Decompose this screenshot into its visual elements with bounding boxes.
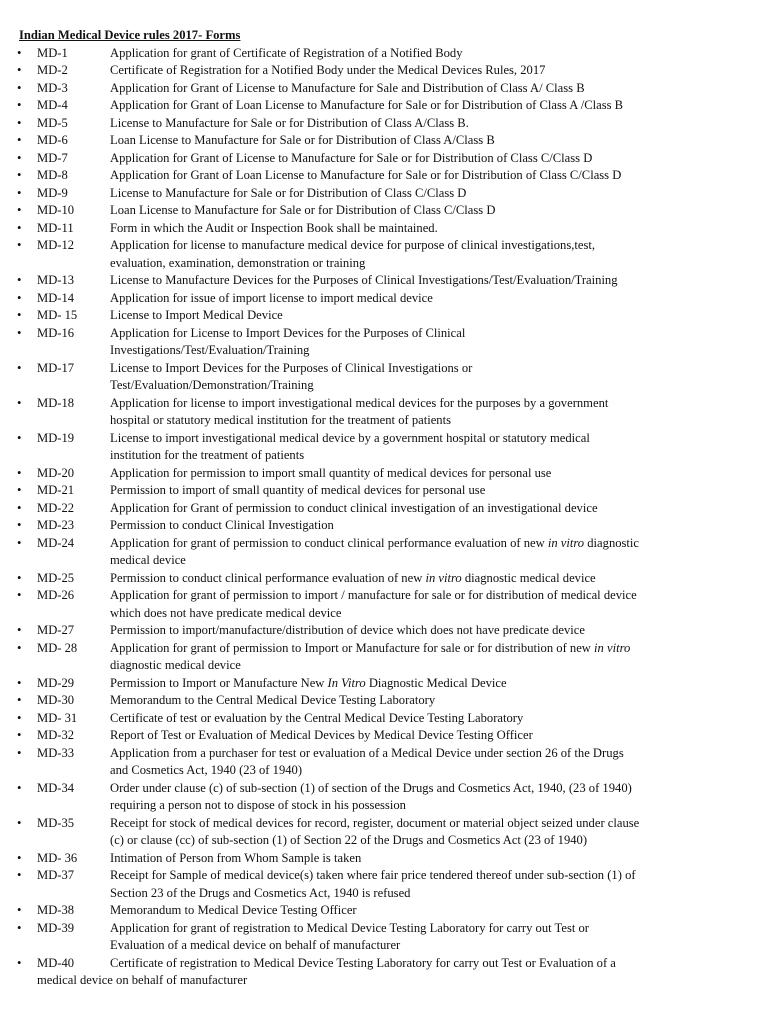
form-description: Order under clause (c) of sub-section (1) of section of the Drugs and Cosmetics Act, 1940, (23 of 1940) requiring a person not to dispose of stock in his possession [110, 780, 632, 812]
form-description: Application for Grant of Loan License to Manufacture for Sale or for Distribution of Class C/Class D [110, 168, 622, 182]
form-description: License to Manufacture for Sale or for Distribution of Class C/Class D [110, 185, 467, 200]
form-code: MD-6 [37, 133, 68, 147]
form-description: License to import investigational medical device by a government hospital or statutory medical institution for the treatment of patients [110, 430, 590, 462]
form-description: Permission to conduct Clinical Investigation [110, 518, 334, 532]
form-list-item [0, 920, 640, 955]
form-description: Permission to import/manufacture/distribution of device which does not have predicate device [110, 623, 585, 637]
form-list-item [0, 640, 640, 675]
form-code: MD- 15 [37, 308, 78, 322]
form-description: Application for license to manufacture medical device for purpose of clinical investigations,test, evaluation, examination, demonstration or training [110, 238, 596, 270]
form-description: Application from a purchaser for test or evaluation of a Medical Device under section 26 of the Drugs and Cosmetics Act, 1940 (23 of 1940) [110, 745, 624, 777]
form-description: Application for Grant of License to Manufacture for Sale and Distribution of Class A/ Class B [110, 80, 585, 95]
bullet-icon: • [17, 220, 22, 235]
form-list-item [0, 465, 640, 483]
form-description: Memorandum to the Central Medical Device Testing Laboratory [110, 693, 436, 707]
form-description: Application for License to Import Devices for the Purposes of Clinical Investigations/Test/Evaluation/Training [110, 325, 466, 357]
bullet-icon: • [17, 518, 22, 532]
form-list-item [0, 780, 640, 815]
bullet-icon: • [17, 430, 22, 445]
bullet-icon: • [17, 640, 22, 655]
bullet-icon: • [17, 710, 22, 725]
bullet-icon: • [17, 168, 22, 182]
form-description: Intimation of Person from Whom Sample is taken [110, 850, 362, 865]
form-code: MD-1 [37, 45, 68, 60]
form-list-item [0, 482, 640, 500]
form-list-item [0, 745, 640, 780]
form-list-item [0, 675, 640, 693]
bullet-icon: • [17, 273, 22, 287]
form-code: MD-8 [37, 168, 68, 182]
form-description: Application for license to import investigational medical devices for the purposes by a government hospital or statutory medical institution for the treatment of patients [110, 395, 609, 427]
form-code: MD-16 [37, 325, 75, 340]
bullet-icon: • [17, 325, 22, 340]
form-code: MD-17 [37, 360, 75, 375]
form-code: MD-14 [37, 290, 75, 305]
form-description: Certificate of test or evaluation by the Central Medical Device Testing Laboratory [110, 710, 524, 725]
form-code: MD-30 [37, 693, 75, 707]
form-list-item [0, 272, 640, 290]
bullet-icon: • [17, 238, 22, 252]
form-code: MD-11 [37, 220, 74, 235]
form-list-item [0, 867, 640, 902]
bullet-icon: • [17, 535, 22, 550]
bullet-icon: • [17, 150, 22, 165]
form-list-item [0, 815, 640, 850]
form-list-item [0, 220, 640, 238]
form-list-item [0, 290, 640, 308]
form-list-item [0, 167, 640, 185]
bullet-icon: • [17, 570, 22, 585]
form-description: Application for grant of permission to import / manufacture for sale or for distribution of medical device which does not have predicate medical device [110, 588, 637, 620]
form-code: MD-3 [37, 80, 68, 95]
form-list-item [0, 955, 640, 990]
form-code: MD-38 [37, 903, 75, 917]
form-code: MD-39 [37, 920, 75, 935]
form-code: MD-10 [37, 203, 75, 217]
form-description: License to Import Medical Device [110, 308, 283, 322]
form-code: MD-24 [37, 535, 75, 550]
form-code: MD-23 [37, 518, 75, 532]
bullet-icon: • [17, 675, 22, 690]
bullet-icon: • [17, 623, 22, 637]
bullet-icon: • [17, 80, 22, 95]
form-list-item [0, 360, 640, 395]
bullet-icon: • [17, 290, 22, 305]
bullet-icon: • [17, 850, 22, 865]
form-list-item [0, 850, 640, 868]
form-code: MD-33 [37, 745, 75, 760]
form-list-item [0, 395, 640, 430]
bullet-icon: • [17, 920, 22, 935]
form-description: Memorandum to Medical Device Testing Officer [110, 903, 357, 917]
form-description: Application for grant of permission to conduct clinical performance evaluation of new in vitro diagnostic medical device [110, 535, 640, 567]
form-list-item [0, 325, 640, 360]
form-description: Receipt for stock of medical devices for record, register, document or material object seized under clause (c) or clause (cc) of sub-section (1) of Section 22 of the Drugs and Cosmetics Act (23 of 1940) [110, 815, 640, 847]
form-code: MD-13 [37, 273, 75, 287]
form-list-item [0, 185, 640, 203]
form-code: MD- 31 [37, 710, 78, 725]
bullet-icon: • [17, 395, 22, 410]
bullet-icon: • [17, 133, 22, 147]
form-list-item [0, 202, 640, 220]
form-list-item [0, 517, 640, 535]
bullet-icon: • [17, 308, 22, 322]
form-code: MD-21 [37, 483, 75, 497]
form-list-item [0, 570, 640, 588]
form-list-item [0, 902, 640, 920]
form-description: Application for Grant of Loan License to Manufacture for Sale or for Distribution of Class A /Class B [110, 98, 624, 112]
form-description: License to Manufacture Devices for the Purposes of Clinical Investigations/Test/Evaluation/Training [110, 273, 618, 287]
form-description: Permission to conduct clinical performance evaluation of new in vitro diagnostic medical device [110, 570, 596, 585]
document-title: Indian Medical Device rules 2017- Forms [19, 28, 241, 42]
form-code: MD-19 [37, 430, 75, 445]
form-code: MD-18 [37, 395, 75, 410]
bullet-icon: • [17, 903, 22, 917]
form-code: MD- 36 [37, 850, 78, 865]
form-code: MD-29 [37, 675, 75, 690]
form-description: Application for Grant of License to Manufacture for Sale or for Distribution of Class C/Class D [110, 150, 593, 165]
form-description: Application for grant of permission to Import or Manufacture for sale or for distribution of new in vitro diagnostic medical device [110, 640, 631, 672]
form-list-item [0, 150, 640, 168]
form-list-item [0, 727, 640, 745]
bullet-icon: • [17, 745, 22, 760]
form-list-item [0, 500, 640, 518]
form-code: MD-5 [37, 115, 68, 130]
form-code: MD-4 [37, 98, 68, 112]
form-list-item [0, 115, 640, 133]
form-list-item [0, 587, 640, 622]
form-description: Application for grant of registration to Medical Device Testing Laboratory for carry out Test or Evaluation of a medical device on behalf of manufacturer [110, 920, 589, 952]
bullet-icon: • [17, 815, 22, 830]
bullet-icon: • [17, 98, 22, 112]
form-list-item [0, 692, 640, 710]
form-code: MD-40 [37, 955, 75, 970]
form-code: MD-12 [37, 238, 75, 252]
document-page [0, 27, 768, 990]
bullet-icon: • [17, 955, 22, 970]
form-code: MD- 28 [37, 640, 78, 655]
form-description: Receipt for Sample of medical device(s) taken where fair price tendered thereof under sub-section (1) of Section 23 of the Drugs and Cosmetics Act, 1940 is refused [110, 868, 636, 900]
bullet-icon: • [17, 115, 22, 130]
bullet-icon: • [17, 588, 22, 602]
form-code: MD-2 [37, 63, 68, 77]
bullet-icon: • [17, 728, 22, 742]
form-list-item [0, 622, 640, 640]
form-list-item [0, 45, 640, 63]
form-list-item [0, 430, 640, 465]
bullet-icon: • [17, 465, 22, 480]
form-list-item [0, 237, 640, 272]
form-description: Application for grant of Certificate of Registration of a Notified Body [110, 45, 463, 60]
form-description: Certificate of registration to Medical Device Testing Laboratory for carry out Test or Evaluation of a medical device on behalf of manufacturer [37, 955, 616, 987]
form-list-item [0, 535, 640, 570]
form-description: License to Import Devices for the Purposes of Clinical Investigations or Test/Evaluation/Demonstration/Training [110, 360, 473, 392]
bullet-icon: • [17, 360, 22, 375]
form-code: MD-20 [37, 465, 75, 480]
form-code: MD-34 [37, 780, 75, 795]
form-description: License to Manufacture for Sale or for Distribution of Class A/Class B. [110, 115, 469, 130]
bullet-icon: • [17, 185, 22, 200]
form-description: Application for permission to import small quantity of medical devices for personal use [110, 465, 552, 480]
bullet-icon: • [17, 780, 22, 795]
form-code: MD-27 [37, 623, 75, 637]
forms-list [0, 45, 768, 990]
form-description: Loan License to Manufacture for Sale or for Distribution of Class C/Class D [110, 203, 496, 217]
form-list-item [0, 132, 640, 150]
bullet-icon: • [17, 45, 22, 60]
form-code: MD-9 [37, 185, 68, 200]
form-description: Application for issue of import license to import medical device [110, 290, 433, 305]
form-list-item [0, 80, 640, 98]
form-description: Certificate of Registration for a Notified Body under the Medical Devices Rules, 2017 [110, 63, 546, 77]
form-description: Report of Test or Evaluation of Medical Devices by Medical Device Testing Officer [110, 728, 533, 742]
form-code: MD-37 [37, 868, 75, 882]
bullet-icon: • [17, 693, 22, 707]
form-description: Form in which the Audit or Inspection Book shall be maintained. [110, 220, 438, 235]
form-description: Application for Grant of permission to conduct clinical investigation of an investigational device [110, 500, 598, 515]
form-code: MD-26 [37, 588, 75, 602]
bullet-icon: • [17, 868, 22, 882]
form-code: MD-7 [37, 150, 68, 165]
bullet-icon: • [17, 483, 22, 497]
form-code: MD-22 [37, 500, 75, 515]
form-list-item [0, 97, 640, 115]
form-code: MD-25 [37, 570, 75, 585]
form-list-item [0, 710, 640, 728]
form-description: Permission to import of small quantity of medical devices for personal use [110, 483, 486, 497]
bullet-icon: • [17, 63, 22, 77]
bullet-icon: • [17, 500, 22, 515]
form-list-item [0, 62, 640, 80]
form-description: Permission to Import or Manufacture New In Vitro Diagnostic Medical Device [110, 675, 507, 690]
form-code: MD-32 [37, 728, 75, 742]
form-description: Loan License to Manufacture for Sale or for Distribution of Class A/Class B [110, 133, 495, 147]
form-code: MD-35 [37, 815, 75, 830]
form-list-item [0, 307, 640, 325]
bullet-icon: • [17, 203, 22, 217]
